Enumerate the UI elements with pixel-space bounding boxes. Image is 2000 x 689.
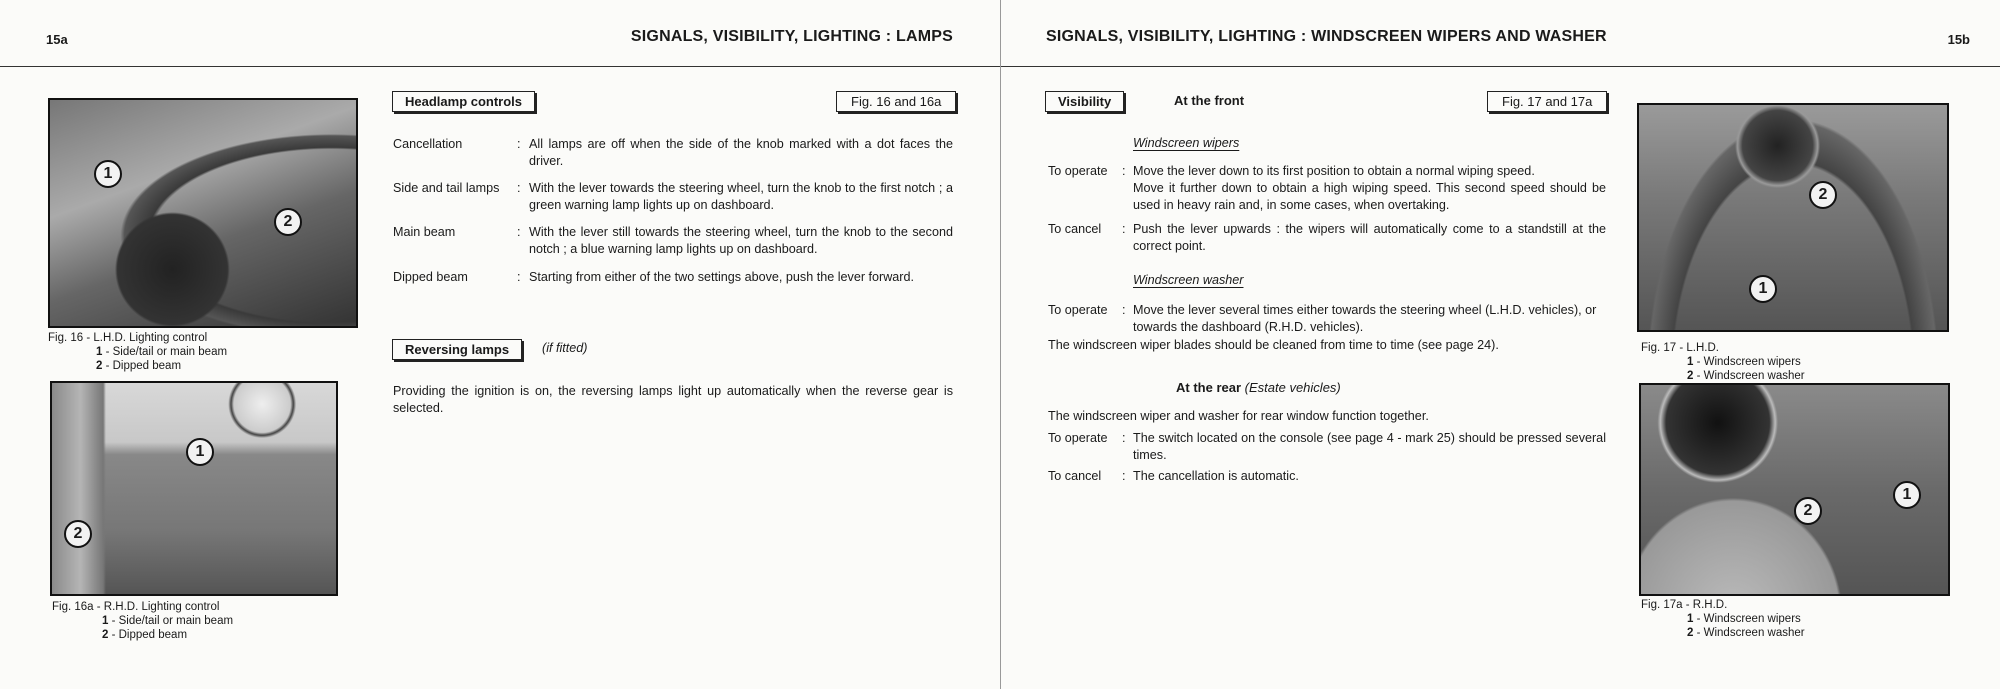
fig16-photo bbox=[48, 98, 358, 328]
fig16-caption: Fig. 16 - L.H.D. Lighting control 1 - Side/tail or main beam 2 - Dipped beam bbox=[48, 332, 228, 372]
callout-2: 2 bbox=[274, 208, 302, 236]
callout-1: 1 bbox=[1893, 481, 1921, 509]
header-rule-right bbox=[1001, 66, 2000, 67]
page-number-left: 15a bbox=[46, 32, 68, 47]
reversing-lamps-text: Providing the ignition is on, the reversing lamps light up automatically when the reverse gear is selected. bbox=[393, 384, 953, 415]
reversing-if-fitted: (if fitted) bbox=[542, 341, 588, 355]
rear-intro: The windscreen wiper and washer for rear window function together. bbox=[1048, 409, 1429, 423]
at-the-front-heading: At the front bbox=[1174, 93, 1245, 108]
headlamp-controls-heading: Headlamp controls bbox=[392, 91, 535, 112]
visibility-heading: Visibility bbox=[1045, 91, 1124, 112]
fig16a-caption: Fig. 16a - R.H.D. Lighting control 1 - Side/tail or main beam 2 - Dipped beam bbox=[52, 601, 234, 641]
fig17-caption: Fig. 17 - L.H.D. 1 - Windscreen wipers 2 - Windscreen washer bbox=[1641, 342, 1805, 382]
fig-ref-16: Fig. 16 and 16a bbox=[836, 91, 956, 112]
fig17a-photo bbox=[1639, 383, 1950, 596]
fig17a-caption: Fig. 17a - R.H.D. 1 - Windscreen wipers 2 - Windscreen washer bbox=[1641, 599, 1805, 639]
callout-2: 2 bbox=[1794, 497, 1822, 525]
page-gutter bbox=[1000, 0, 1001, 689]
header-rule-left bbox=[0, 66, 1000, 67]
windscreen-washer-heading: Windscreen washer bbox=[1133, 273, 1244, 287]
page-title-left: SIGNALS, VISIBILITY, LIGHTING : LAMPS bbox=[630, 28, 953, 45]
fig-ref-17: Fig. 17 and 17a bbox=[1487, 91, 1607, 112]
callout-1: 1 bbox=[186, 438, 214, 466]
at-the-rear-heading: At the rear (Estate vehicles) bbox=[1176, 380, 1341, 395]
callout-2: 2 bbox=[64, 520, 92, 548]
windscreen-wipers-heading: Windscreen wipers bbox=[1133, 136, 1240, 150]
callout-1: 1 bbox=[94, 160, 122, 188]
fig17-photo bbox=[1637, 103, 1949, 332]
wiper-blades-note: The windscreen wiper blades should be cleaned from time to time (see page 24). bbox=[1048, 338, 1499, 352]
reversing-lamps-heading: Reversing lamps bbox=[392, 339, 522, 360]
fig16a-photo bbox=[50, 381, 338, 596]
page-title-right: SIGNALS, VISIBILITY, LIGHTING : WINDSCREEN WIPERS AND WASHER bbox=[1046, 28, 1607, 45]
callout-2: 2 bbox=[1809, 181, 1837, 209]
callout-1: 1 bbox=[1749, 275, 1777, 303]
page-number-right: 15b bbox=[1947, 32, 1970, 47]
